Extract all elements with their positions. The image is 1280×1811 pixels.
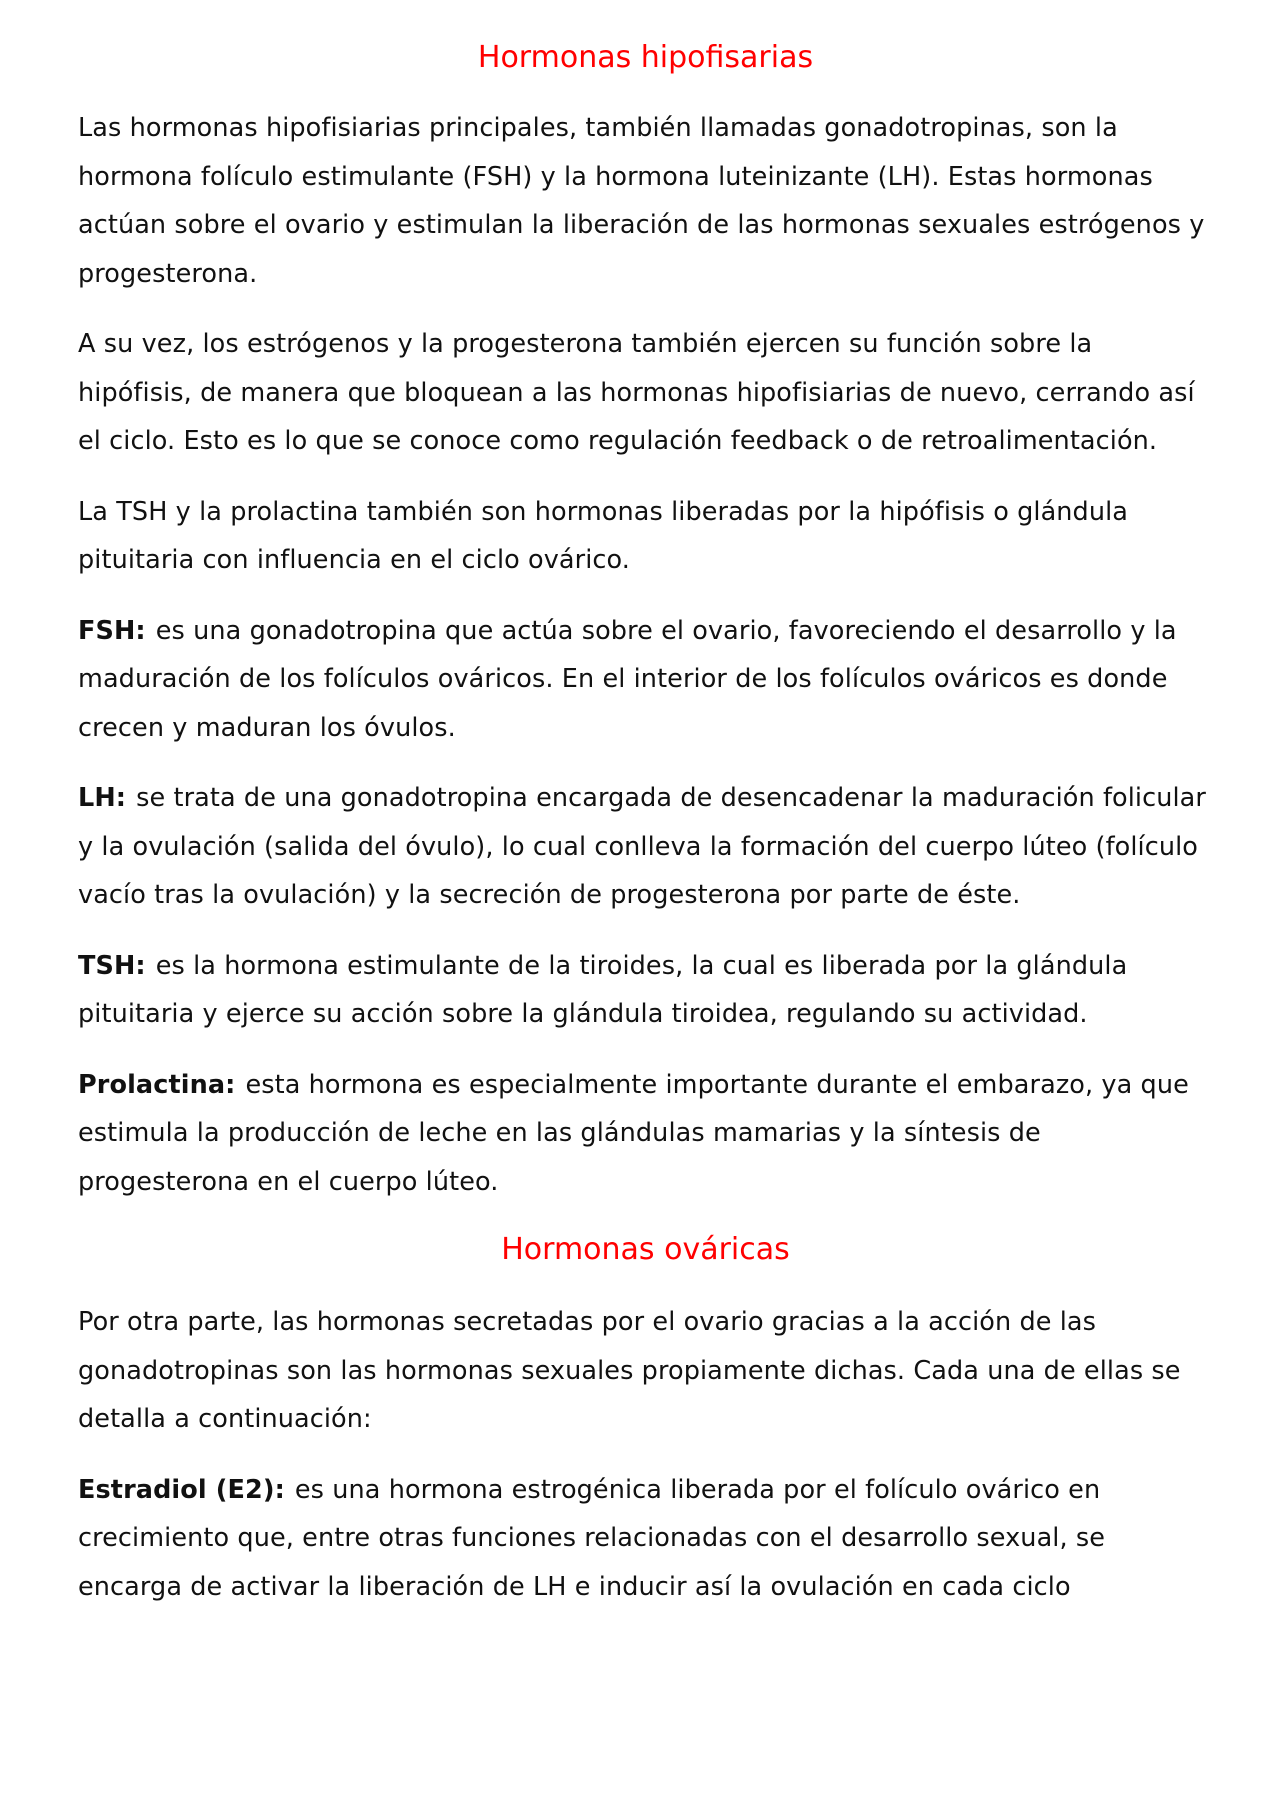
paragraph-intro: Las hormonas hipofisiarias principales, también llamadas gonadotropinas, son la hormona folículo estimulante (FSH) y la hormona luteinizante (LH). Estas hormonas actúan sobre el ovario y estimulan la liberación de las hormonas sexuales estrógenos y progesterona. (78, 113, 1205, 289)
definition-term-tsh: TSH: (78, 950, 146, 981)
section-title-ovaricas: Hormonas ováricas (501, 1232, 790, 1267)
definition-text-tsh: es la hormona estimulante de la tiroides, la cual es liberada por la glándula pituitaria y ejerce su acción sobre la glándula tiroidea, regulando su actividad. (78, 950, 1128, 1029)
definition-text-fsh: es una gonadotropina que actúa sobre el ovario, favoreciendo el desarrollo y la maduración de los folículos ováricos. En el interior de los folículos ováricos es donde crecen y maduran los óvulos. (78, 615, 1177, 743)
section-title-hipofisarias: Hormonas hipofisarias (477, 40, 814, 75)
paragraph-feedback: A su vez, los estrógenos y la progesterona también ejercen su función sobre la hipófisis, de manera que bloquean a las hormonas hipofisiarias de nuevo, cerrando así el ciclo. Esto es lo que se conoce como regulación feedback o de retroalimentación. (78, 329, 1195, 456)
definition-lh (78, 774, 1213, 920)
definition-tsh (78, 942, 1213, 1039)
definition-fsh (78, 607, 1213, 753)
definition-text-lh: se trata de una gonadotropina encargada de desencadenar la maduración folicular y la ovulación (salida del óvulo), lo cual conlleva la formación del cuerpo lúteo (folículo vacío tras la ovulación) y la secreción de progesterona por parte de éste. (78, 783, 1206, 910)
definition-prolactina (78, 1061, 1213, 1207)
paragraph-tsh-prolactina: La TSH y la prolactina también son hormonas liberadas por la hipófisis o glándula pituitaria con influencia en el ciclo ovárico. (78, 496, 1129, 575)
definition-term-fsh: FSH: (78, 615, 146, 646)
definition-estradiol (78, 1466, 1213, 1612)
definition-text-estradiol: es una hormona estrogénica liberada por el folículo ovárico en crecimiento que, entre otras funciones relacionadas con el desarrollo sexual, se encarga de activar la liberación de LH e inducir así la ovulación en cada ciclo (78, 1474, 1106, 1602)
paragraph-ovario: Por otra parte, las hormonas secretadas por el ovario gracias a la acción de las gonadotropinas son las hormonas sexuales propiamente dichas. Cada una de ellas se detalla a continuación: (78, 1307, 1181, 1434)
document-page (78, 0, 1213, 1633)
definition-term-estradiol: Estradiol (E2): (78, 1474, 285, 1505)
definition-text-prolactina: esta hormona es especialmente importante durante el embarazo, ya que estimula la producción de leche en las glándulas mamarias y la síntesis de progesterona en el cuerpo lúteo. (78, 1069, 1189, 1197)
definition-term-prolactina: Prolactina: (78, 1069, 236, 1100)
definition-term-lh: LH: (78, 783, 127, 813)
